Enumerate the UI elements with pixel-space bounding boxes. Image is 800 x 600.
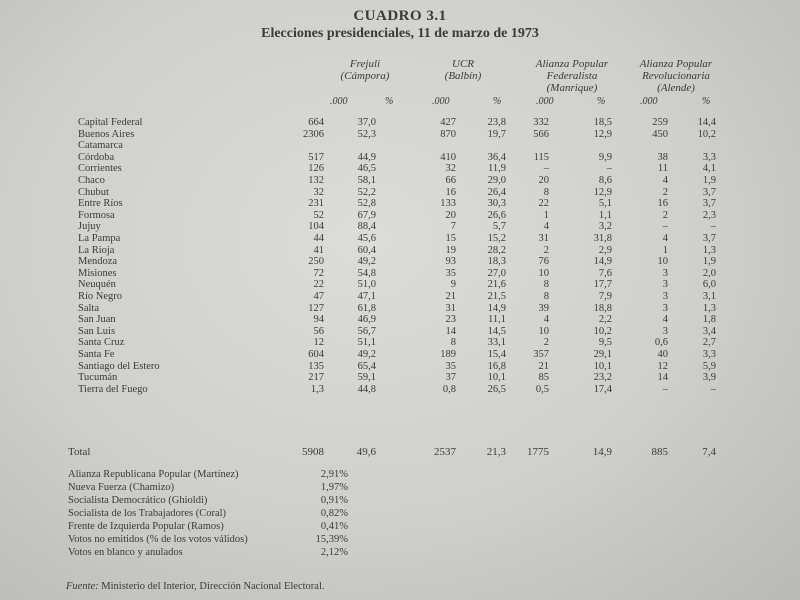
table-row bbox=[0, 279, 800, 291]
table-row bbox=[0, 163, 800, 175]
table-cell: 18,8 bbox=[593, 302, 612, 314]
minor-party-value: 0,41% bbox=[320, 521, 348, 532]
table-cell: 58,1 bbox=[357, 175, 376, 186]
table-cell: 3,3 bbox=[702, 349, 716, 360]
table-cell: 1 bbox=[543, 209, 549, 221]
column-candidate: (Alende) bbox=[657, 82, 695, 94]
table-cell: 30,3 bbox=[487, 198, 506, 210]
table-cell: 517 bbox=[308, 151, 324, 163]
table-row bbox=[0, 384, 800, 396]
list-item bbox=[0, 534, 800, 546]
table-cell: 10,2 bbox=[593, 325, 612, 337]
table-cell: 14,9 bbox=[592, 446, 612, 458]
province-name: Corrientes bbox=[78, 163, 122, 175]
table-row bbox=[0, 117, 800, 129]
table-row bbox=[0, 372, 800, 384]
table-cell: 4 bbox=[543, 314, 549, 326]
minor-party-value: 1,97% bbox=[320, 482, 348, 493]
total-label: Total bbox=[68, 446, 91, 458]
table-cell: 0,6 bbox=[654, 337, 668, 349]
table-cell: 22 bbox=[313, 279, 324, 291]
table-row bbox=[0, 233, 800, 245]
table-cell: 12,9 bbox=[593, 128, 612, 140]
table-row bbox=[0, 221, 800, 233]
table-cell: 52 bbox=[313, 209, 324, 221]
table-cell: 9 bbox=[450, 279, 456, 291]
table-cell: 870 bbox=[440, 128, 456, 140]
table-cell: 2,2 bbox=[598, 314, 612, 326]
list-item bbox=[0, 508, 800, 520]
table-cell: 4,1 bbox=[702, 163, 716, 175]
table-cell: 35 bbox=[445, 360, 456, 372]
table-cell: 3 bbox=[662, 325, 668, 337]
table-cell: 16,8 bbox=[487, 360, 506, 372]
column-candidate: (Manrique) bbox=[546, 82, 598, 94]
table-cell: 23 bbox=[445, 314, 456, 326]
table-row bbox=[0, 303, 800, 315]
table-cell: 26,6 bbox=[487, 209, 506, 221]
total-row bbox=[0, 446, 800, 458]
table-cell: 21 bbox=[538, 360, 549, 372]
table-cell: 5,7 bbox=[492, 221, 506, 233]
table-cell: 104 bbox=[308, 221, 324, 233]
table-cell: 133 bbox=[440, 198, 456, 210]
table-cell: 231 bbox=[308, 198, 324, 210]
table-cell: 332 bbox=[533, 117, 549, 128]
table-cell: 52,3 bbox=[357, 128, 376, 140]
table-cell: 41 bbox=[313, 244, 324, 256]
table-row bbox=[0, 361, 800, 373]
table-cell: 60,4 bbox=[357, 244, 376, 256]
table-cell: 410 bbox=[440, 151, 456, 163]
unit-percent: % bbox=[597, 96, 606, 107]
table-cell: 59,1 bbox=[357, 372, 376, 384]
table-cell: 10 bbox=[538, 325, 549, 337]
minor-party-label: Votos no emitidos (% de los votos válidos) bbox=[68, 534, 248, 545]
table-cell: 3,7 bbox=[702, 233, 716, 244]
table-row bbox=[0, 140, 800, 152]
table-cell: 37 bbox=[445, 372, 456, 384]
table-subtitle: Elecciones presidenciales, 11 de marzo de 1973 bbox=[261, 26, 539, 41]
table-cell: 15,4 bbox=[487, 349, 506, 360]
table-cell: 18,5 bbox=[593, 117, 612, 128]
list-item bbox=[0, 495, 800, 507]
table-cell: 10,2 bbox=[697, 128, 716, 140]
table-cell: 1,1 bbox=[598, 209, 612, 221]
province-name: San Luis bbox=[78, 325, 116, 337]
table-cell: 44,8 bbox=[357, 383, 376, 395]
table-cell: 37,0 bbox=[357, 117, 376, 128]
province-name: Entre Ríos bbox=[78, 198, 123, 210]
table-cell: 8,6 bbox=[598, 175, 612, 186]
minor-party-value: 2,12% bbox=[320, 547, 348, 558]
list-item bbox=[0, 482, 800, 494]
table-cell: 4 bbox=[543, 221, 549, 233]
table-cell: 47,1 bbox=[357, 291, 376, 302]
unit-thousands: .000 bbox=[640, 96, 658, 107]
table-cell: 54,8 bbox=[357, 267, 376, 279]
minor-party-value: 2,91% bbox=[320, 469, 348, 480]
table-cell: 1,9 bbox=[702, 175, 716, 186]
province-name: La Pampa bbox=[78, 233, 121, 244]
table-cell: 21,3 bbox=[486, 446, 506, 458]
table-cell: 0,8 bbox=[442, 383, 456, 395]
table-cell: 45,6 bbox=[357, 233, 376, 244]
table-cell: 29,1 bbox=[593, 349, 612, 360]
table-cell: 56,7 bbox=[357, 325, 376, 337]
table-cell: 8 bbox=[543, 279, 549, 291]
table-cell: 9,9 bbox=[598, 151, 612, 163]
table-cell: 52,2 bbox=[357, 186, 376, 198]
table-cell: 12,9 bbox=[593, 186, 612, 198]
table-cell: 10 bbox=[657, 256, 668, 268]
table-cell: 14,9 bbox=[593, 256, 612, 268]
table-cell: 15 bbox=[445, 233, 456, 244]
table-cell: 3,1 bbox=[702, 291, 716, 302]
table-cell: 1 bbox=[662, 244, 668, 256]
table-cell: 67,9 bbox=[357, 209, 376, 221]
source-label: Fuente: bbox=[66, 581, 99, 592]
unit-percent: % bbox=[493, 96, 502, 107]
table-cell: 14,9 bbox=[487, 302, 506, 314]
table-cell: 1,3 bbox=[310, 383, 324, 395]
table-cell: 3 bbox=[662, 302, 668, 314]
table-cell: 31 bbox=[445, 302, 456, 314]
table-cell: 46,5 bbox=[357, 163, 376, 175]
table-cell: 664 bbox=[308, 117, 324, 128]
table-row bbox=[0, 268, 800, 280]
minor-party-label: Socialista de los Trabajadores (Coral) bbox=[68, 508, 227, 519]
province-name: Salta bbox=[78, 302, 99, 314]
table-cell: 16 bbox=[657, 198, 668, 210]
minor-party-value: 0,91% bbox=[320, 495, 348, 506]
table-cell: 3 bbox=[662, 267, 668, 279]
minor-party-label: Frente de Izquierda Popular (Ramos) bbox=[68, 521, 224, 532]
table-cell: 11,9 bbox=[488, 163, 506, 175]
table-cell: 32 bbox=[313, 186, 324, 198]
table-cell: 7,9 bbox=[598, 291, 612, 302]
table-cell: 17,4 bbox=[593, 383, 612, 395]
province-name: Santa Cruz bbox=[78, 337, 125, 349]
table-cell: 6,0 bbox=[702, 279, 716, 291]
table-cell: – bbox=[606, 163, 612, 175]
table-cell: – bbox=[710, 383, 716, 395]
table-cell: 61,8 bbox=[357, 302, 376, 314]
table-cell: 18,3 bbox=[487, 256, 506, 268]
table-row bbox=[0, 314, 800, 326]
source-text: Ministerio del Interior, Dirección Nacional Electoral. bbox=[101, 581, 325, 592]
table-cell: 7 bbox=[450, 221, 456, 233]
table-cell: 3,2 bbox=[598, 221, 612, 233]
table-cell: 21,6 bbox=[487, 279, 506, 291]
table-cell: 4 bbox=[662, 314, 668, 326]
table-cell: 2,7 bbox=[702, 337, 716, 349]
table-cell: 217 bbox=[308, 372, 324, 384]
minor-party-label: Votos en blanco y anulados bbox=[68, 547, 183, 558]
unit-thousands: .000 bbox=[330, 96, 348, 107]
table-cell: 1,8 bbox=[702, 314, 716, 326]
table-cell: 2,9 bbox=[598, 244, 612, 256]
table-cell: 65,4 bbox=[357, 360, 376, 372]
table-row bbox=[0, 349, 800, 361]
table-cell: 76 bbox=[538, 256, 549, 268]
table-cell: 3,3 bbox=[702, 151, 716, 163]
column-name: Frejuli bbox=[349, 58, 381, 70]
province-name: Jujuy bbox=[78, 221, 101, 233]
table-cell: 19,7 bbox=[487, 128, 506, 140]
table-cell: 2537 bbox=[434, 446, 456, 458]
table-cell: 40 bbox=[657, 349, 668, 360]
table-cell: 3 bbox=[662, 291, 668, 302]
table-row bbox=[0, 326, 800, 338]
unit-percent: % bbox=[702, 96, 711, 107]
table-cell: 49,2 bbox=[357, 349, 376, 360]
table-cell: – bbox=[662, 221, 668, 233]
province-name: La Rioja bbox=[78, 244, 115, 256]
table-cell: 14 bbox=[657, 372, 668, 384]
minor-party-label: Alianza Republicana Popular (Martínez) bbox=[68, 469, 239, 480]
table-row bbox=[0, 291, 800, 303]
province-name: Chubut bbox=[78, 186, 109, 198]
minor-party-label: Nueva Fuerza (Chamizo) bbox=[68, 482, 175, 493]
table-cell: 56 bbox=[313, 325, 324, 337]
column-header-ucr bbox=[418, 58, 508, 82]
table-cell: 93 bbox=[445, 256, 456, 268]
table-title: CUADRO 3.1 bbox=[353, 8, 447, 24]
table-row bbox=[0, 152, 800, 164]
table-cell: 26,4 bbox=[487, 186, 506, 198]
table-cell: 47 bbox=[313, 291, 324, 302]
table-cell: 11 bbox=[657, 163, 668, 175]
table-cell: 23,2 bbox=[593, 372, 612, 384]
table-cell: 27,0 bbox=[487, 267, 506, 279]
province-name: Tierra del Fuego bbox=[78, 383, 148, 395]
table-cell: 44 bbox=[313, 233, 324, 244]
table-cell: 28,2 bbox=[487, 244, 506, 256]
table-cell: 49,2 bbox=[357, 256, 376, 268]
table-cell: 4 bbox=[662, 233, 668, 244]
table-row bbox=[0, 129, 800, 141]
table-cell: 11,1 bbox=[488, 314, 506, 326]
table-cell: 38 bbox=[657, 151, 668, 163]
table-cell: 36,4 bbox=[487, 151, 506, 163]
table-cell: 33,1 bbox=[487, 337, 506, 349]
table-cell: 1775 bbox=[527, 446, 549, 458]
table-cell: 566 bbox=[533, 128, 549, 140]
column-header-apf bbox=[522, 58, 622, 94]
table-cell: 39 bbox=[538, 302, 549, 314]
table-cell: 32 bbox=[445, 163, 456, 175]
source-note bbox=[66, 581, 324, 592]
table-cell: 1,9 bbox=[702, 256, 716, 268]
table-cell: 3,9 bbox=[702, 372, 716, 384]
province-name: Mendoza bbox=[78, 256, 118, 268]
table-cell: 20 bbox=[538, 175, 549, 186]
province-name: Chaco bbox=[78, 175, 105, 186]
province-name: Córdoba bbox=[78, 151, 115, 163]
table-cell: 132 bbox=[308, 175, 324, 186]
table-cell: 5,1 bbox=[598, 198, 612, 210]
table-row bbox=[0, 175, 800, 187]
table-cell: 85 bbox=[538, 372, 549, 384]
column-name: Alianza Popular Revolucionaria bbox=[639, 58, 713, 82]
table-cell: 10,1 bbox=[487, 372, 506, 384]
table-cell: 12 bbox=[657, 360, 668, 372]
table-cell: 427 bbox=[440, 117, 456, 128]
province-name: San Juan bbox=[78, 314, 116, 326]
table-cell: 885 bbox=[651, 446, 668, 458]
table-cell: 3,7 bbox=[702, 186, 716, 198]
province-name: Capital Federal bbox=[78, 117, 143, 128]
table-cell: 20 bbox=[445, 209, 456, 221]
table-cell: 49,6 bbox=[356, 446, 376, 458]
table-cell: 51,1 bbox=[357, 337, 376, 349]
table-cell: 250 bbox=[308, 256, 324, 268]
province-name: Catamarca bbox=[78, 140, 123, 152]
table-cell: 15,2 bbox=[487, 233, 506, 244]
table-row bbox=[0, 187, 800, 199]
table-cell: 2 bbox=[662, 209, 668, 221]
table-cell: 1,3 bbox=[702, 302, 716, 314]
table-cell: 23,8 bbox=[487, 117, 506, 128]
table-cell: 19 bbox=[445, 244, 456, 256]
table-cell: 2 bbox=[543, 244, 549, 256]
table-cell: 0,5 bbox=[535, 383, 549, 395]
table-row bbox=[0, 210, 800, 222]
table-cell: 7,4 bbox=[702, 446, 716, 458]
table-cell: 66 bbox=[445, 175, 456, 186]
list-item bbox=[0, 469, 800, 481]
table-cell: 9,5 bbox=[598, 337, 612, 349]
table-cell: 10,1 bbox=[593, 360, 612, 372]
table-cell: 357 bbox=[533, 349, 549, 360]
table-cell: 26,5 bbox=[487, 383, 506, 395]
column-candidate: (Balbín) bbox=[444, 70, 482, 82]
table-cell: 21 bbox=[445, 291, 456, 302]
table-cell: 604 bbox=[308, 349, 324, 360]
table-cell: 21,5 bbox=[487, 291, 506, 302]
table-cell: 31,8 bbox=[593, 233, 612, 244]
province-name: Río Negro bbox=[78, 291, 123, 302]
province-name: Buenos Aires bbox=[78, 128, 135, 140]
unit-thousands: .000 bbox=[432, 96, 450, 107]
table-cell: 126 bbox=[308, 163, 324, 175]
table-row bbox=[0, 245, 800, 257]
table-cell: 2 bbox=[662, 186, 668, 198]
table-cell: – bbox=[662, 383, 668, 395]
province-name: Santa Fe bbox=[78, 349, 115, 360]
table-cell: 44,9 bbox=[357, 151, 376, 163]
column-header-frejuli bbox=[320, 58, 410, 82]
table-row bbox=[0, 256, 800, 268]
province-name: Misiones bbox=[78, 267, 117, 279]
table-cell: 259 bbox=[652, 117, 668, 128]
table-cell: 2 bbox=[543, 337, 549, 349]
table-cell: 17,7 bbox=[593, 279, 612, 291]
table-row bbox=[0, 198, 800, 210]
table-cell: 10 bbox=[538, 267, 549, 279]
table-cell: 3,7 bbox=[702, 198, 716, 210]
table-cell: 2,0 bbox=[702, 267, 716, 279]
table-cell: 2306 bbox=[303, 128, 324, 140]
table-cell: 8 bbox=[543, 291, 549, 302]
minor-party-value: 15,39% bbox=[315, 534, 348, 545]
column-header-apr bbox=[626, 58, 726, 94]
table-cell: 12 bbox=[313, 337, 324, 349]
table-cell: 16 bbox=[445, 186, 456, 198]
table-cell: – bbox=[710, 221, 716, 233]
table-cell: 29,0 bbox=[487, 175, 506, 186]
column-candidate: (Cámpora) bbox=[340, 70, 390, 82]
table-cell: 72 bbox=[313, 267, 324, 279]
table-cell: 35 bbox=[445, 267, 456, 279]
table-cell: 127 bbox=[308, 302, 324, 314]
province-name: Formosa bbox=[78, 209, 115, 221]
table-cell: 14,5 bbox=[487, 325, 506, 337]
table-cell: 189 bbox=[440, 349, 456, 360]
column-name: Alianza Popular Federalista bbox=[535, 58, 609, 82]
column-name: UCR bbox=[452, 58, 474, 70]
list-item bbox=[0, 547, 800, 559]
table-cell: 8 bbox=[450, 337, 456, 349]
table-cell: 135 bbox=[308, 360, 324, 372]
table-cell: 5,9 bbox=[702, 360, 716, 372]
table-cell: 88,4 bbox=[357, 221, 376, 233]
table-cell: 3 bbox=[662, 279, 668, 291]
table-cell: 46,9 bbox=[357, 314, 376, 326]
table-cell: – bbox=[543, 163, 549, 175]
table-cell: 115 bbox=[533, 151, 549, 163]
list-item bbox=[0, 521, 800, 533]
table-cell: 31 bbox=[538, 233, 549, 244]
province-name: Santiago del Estero bbox=[78, 360, 160, 372]
table-cell: 5908 bbox=[302, 446, 324, 458]
table-cell: 22 bbox=[538, 198, 549, 210]
table-cell: 7,6 bbox=[598, 267, 612, 279]
table-cell: 14 bbox=[445, 325, 456, 337]
unit-thousands: .000 bbox=[536, 96, 554, 107]
table-cell: 8 bbox=[543, 186, 549, 198]
table-cell: 4 bbox=[662, 175, 668, 186]
table-cell: 450 bbox=[652, 128, 668, 140]
minor-party-label: Socialista Democrático (Ghioldi) bbox=[68, 495, 208, 506]
table-cell: 52,8 bbox=[357, 198, 376, 210]
table-cell: 1,3 bbox=[702, 244, 716, 256]
minor-party-value: 0,82% bbox=[320, 508, 348, 519]
table-cell: 2,3 bbox=[702, 209, 716, 221]
table-cell: 51,0 bbox=[357, 279, 376, 291]
table-cell: 94 bbox=[313, 314, 324, 326]
table-row bbox=[0, 337, 800, 349]
unit-percent: % bbox=[385, 96, 394, 107]
province-name: Tucumán bbox=[78, 372, 118, 384]
table-cell: 3,4 bbox=[702, 325, 716, 337]
province-name: Neuquén bbox=[78, 279, 116, 291]
table-cell: 14,4 bbox=[697, 117, 716, 128]
